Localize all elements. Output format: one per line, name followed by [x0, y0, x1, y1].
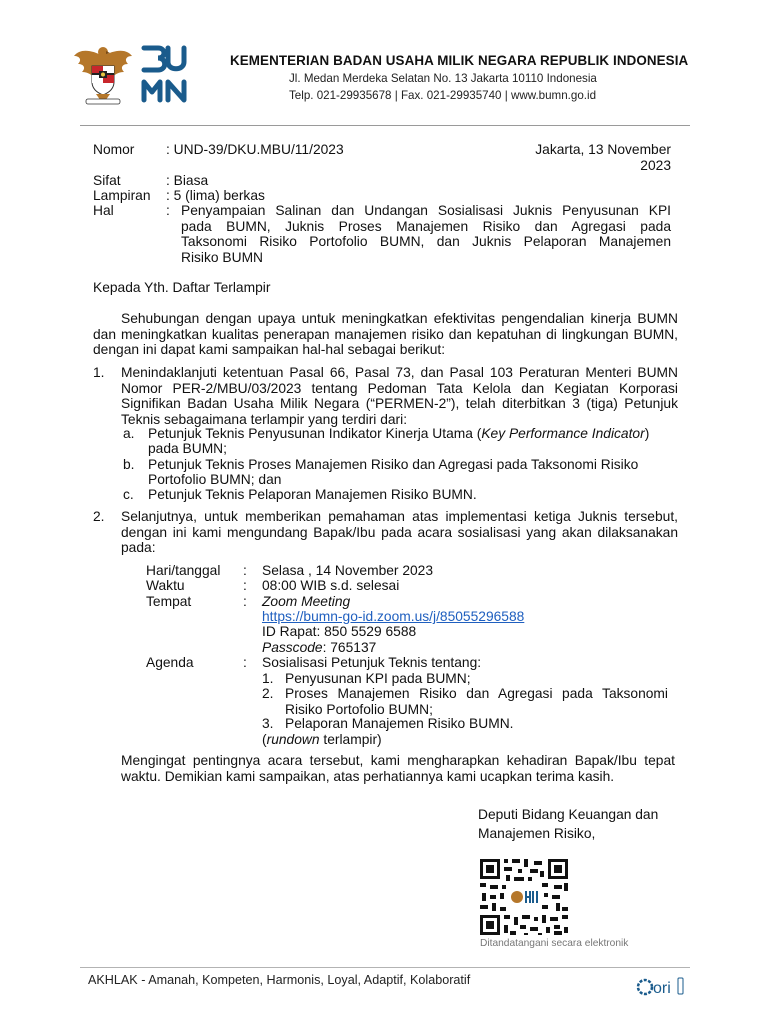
nomor-label: Nomor — [93, 142, 135, 157]
point-2-line: Selanjutnya, untuk memberikan pemahaman atas implementasi ketiga Juknis tersebut, — [121, 509, 678, 524]
header-divider — [80, 125, 690, 126]
signatory-title-line-1: Deputi Bidang Keuangan dan — [478, 807, 659, 822]
rundown-note — [262, 732, 382, 748]
akhlak-values: AKHLAK - Amanah, Kompeten, Harmonis, Loyal, Adaptif, Kolaboratif — [88, 973, 471, 987]
point-2-text — [121, 509, 678, 556]
hal-line: Penyampaian Salinan dan Undangan Sosialisasi Juknis Penyusunan KPI — [181, 203, 671, 218]
sub-item-a-line-1 — [148, 426, 649, 442]
lampiran-value: : 5 (lima) berkas — [166, 188, 265, 203]
footer-divider — [80, 967, 690, 968]
zoom-link-line — [262, 609, 524, 625]
garuda-emblem-icon — [72, 42, 134, 108]
event-time-label: Waktu — [146, 578, 185, 593]
hal-subject — [181, 203, 671, 265]
rundown-term: rundown — [266, 732, 320, 747]
sub-item-c-letter: c. — [123, 487, 134, 502]
agenda-item-line: Risiko Portofolio BUMN; — [285, 701, 433, 717]
hal-colon: : — [166, 203, 170, 218]
point-1-number: 1. — [93, 365, 105, 380]
event-date-value: Selasa , 14 November 2023 — [262, 563, 434, 578]
kpi-term: Key Performance Indicator — [481, 426, 645, 441]
event-agenda-value: Sosialisasi Petunjuk Teknis tentang: — [262, 655, 482, 670]
esignature-note: Ditandatangani secara elektronik — [480, 938, 629, 949]
sub-item-b-line-2: Portofolio BUMN; dan — [148, 472, 282, 487]
intro-line: dengan ini dapat kami sampaikan hal-hal sebagai berikut: — [93, 342, 446, 357]
meeting-id: ID Rapat: 850 5529 6588 — [262, 624, 417, 639]
zoom-meeting-link[interactable]: https://bumn-go-id.zoom.us/j/85055296588 — [262, 609, 525, 624]
event-place-value — [262, 594, 350, 610]
passcode-label: Passcode — [262, 640, 323, 655]
event-place-colon: : — [243, 594, 247, 609]
point-2-line: dengan ini kami mengundang Bapak/Ibu pada acara sosialisasi yang akan dilaksanakan — [121, 524, 678, 540]
closing-line: Mengingat pentingnya acara tersebut, kami mengharapkan kehadiran Bapak/Ibu tepat — [121, 753, 675, 768]
sub-item-a-close: ) — [644, 426, 650, 441]
intro-line: dan meningkatkan kualitas penerapan manajemen risiko dan kepatuhan di lingkungan BUMN, — [93, 326, 678, 342]
point-2-line: pada: — [121, 540, 156, 555]
agenda-item-text: Pelaporan Manajemen Risiko BUMN. — [285, 716, 514, 731]
rundown-close: terlampir) — [319, 732, 382, 747]
ministry-contact: Telp. 021-29935678 | Fax. 021-29935740 | www.bumn.go.id — [289, 89, 597, 102]
event-agenda-colon: : — [243, 655, 247, 670]
hal-line: Taksonomi Risiko Portofolio BUMN, dan Juknis Pelaporan Manajemen — [181, 234, 671, 249]
ministry-name: KEMENTERIAN BADAN USAHA MILIK NEGARA REPUBLIK INDONESIA — [230, 53, 689, 68]
sub-item-c-line-1: Petunjuk Teknis Pelaporan Manajemen Risiko BUMN. — [148, 487, 477, 502]
event-time-value: 08:00 WIB s.d. selesai — [262, 578, 400, 593]
lampiran-label: Lampiran — [93, 188, 151, 203]
hal-line: Risiko BUMN — [181, 249, 264, 265]
point-1-text — [121, 365, 678, 427]
intro-paragraph — [93, 311, 678, 358]
esignature-qr-code-icon[interactable] — [478, 857, 570, 937]
closing-paragraph — [93, 753, 675, 784]
event-place-label: Tempat — [146, 594, 192, 609]
event-date-colon: : — [243, 563, 247, 578]
recipient: Kepada Yth. Daftar Terlampir — [93, 280, 271, 295]
rundown-open: ( — [262, 732, 267, 747]
bumn-logo-icon — [138, 44, 190, 104]
place-date-line-2: 2023 — [640, 158, 671, 173]
sub-item-a-line-2: pada BUMN; — [148, 441, 227, 456]
point-1-line: Nomor PER-2/MBU/03/2023 tentang Pedoman Tata Kelola dan Kegiatan Korporasi — [121, 380, 678, 396]
hal-line: pada BUMN, Juknis Proses Manajemen Risiko dan Agregasi pada — [181, 218, 671, 234]
event-time-colon: : — [243, 578, 247, 593]
event-agenda-label: Agenda — [146, 655, 194, 670]
point-1-line: Menindaklanjuti ketentuan Pasal 66, Pasal 73, dan Pasal 103 Peraturan Menteri BUMN — [121, 365, 678, 380]
agenda-item-text: Penyusunan KPI pada BUMN; — [285, 671, 471, 686]
signatory-title-line-2: Manajemen Risiko, — [478, 826, 596, 841]
agenda-item-text — [285, 686, 668, 717]
point-1-line: Teknis sebagaimana terlampir yang terdiri dari: — [121, 411, 408, 427]
passcode-value: : 765137 — [322, 640, 377, 655]
passcode-line — [262, 640, 376, 656]
nomor-value: : UND-39/DKU.MBU/11/2023 — [166, 142, 344, 157]
sifat-value: : Biasa — [166, 173, 209, 188]
agenda-item-line: Proses Manajemen Risiko dan Agregasi pada Taksonomi — [285, 686, 668, 701]
sub-item-b-line-1: Petunjuk Teknis Proses Manajemen Risiko dan Agregasi pada Taksonomi Risiko — [148, 457, 639, 472]
point-1-line: Signifikan Badan Usaha Milik Negara (“PERMEN-2”), telah diterbitkan 3 (tiga) Petunjuk — [121, 396, 678, 411]
ministry-address: Jl. Medan Merdeka Selatan No. 13 Jakarta 10110 Indonesia — [289, 72, 597, 85]
sub-item-a-text: Petunjuk Teknis Penyusunan Indikator Kinerja Utama ( — [148, 426, 482, 441]
hal-label: Hal — [93, 203, 114, 218]
sifat-label: Sifat — [93, 173, 121, 188]
agenda-item-number: 2. — [262, 686, 274, 701]
sub-item-b-letter: b. — [123, 457, 135, 472]
agenda-item-number: 1. — [262, 671, 274, 686]
sub-item-a-letter: a. — [123, 426, 135, 441]
intro-line: Sehubungan dengan upaya untuk meningkatkan efektivitas pengendalian kinerja BUMN — [121, 311, 678, 326]
ori-logo-text: ori — [653, 980, 671, 997]
place-date-line-1: Jakarta, 13 November — [535, 142, 671, 157]
event-date-label: Hari/tanggal — [146, 563, 221, 578]
agenda-item-number: 3. — [262, 716, 274, 731]
ori-logo-icon — [636, 972, 686, 998]
closing-line: waktu. Demikian kami sampaikan, atas perhatiannya kami ucapkan terima kasih. — [121, 768, 615, 784]
zoom-meeting-text: Zoom Meeting — [262, 594, 351, 609]
point-2-number: 2. — [93, 509, 105, 524]
